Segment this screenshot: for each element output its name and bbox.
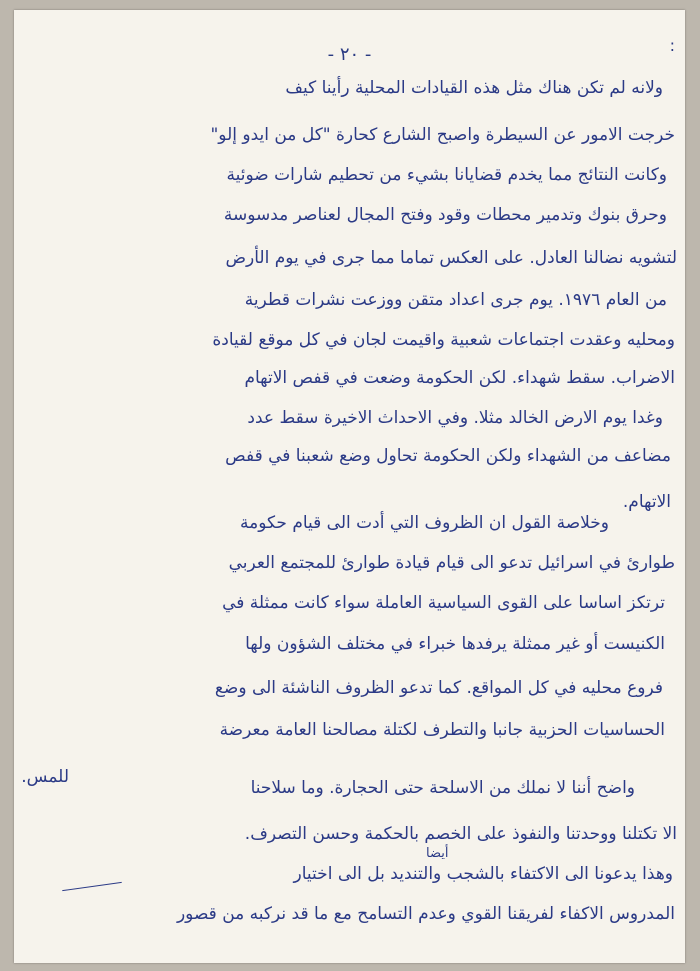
text-line-13: طوارئ في اسرائيل تدعو الى قيام قيادة طوارئ للمجتمع العربي [228,553,675,573]
text-line-3: وكانت النتائج مما يخدم قضايانا بشيء من تحطيم شارات ضوئية [226,165,667,185]
text-line-10: مضاعف من الشهداء ولكن الحكومة تحاول وضع شعبنا في قفص [225,446,671,466]
text-line-11: الاتهام. [622,492,671,512]
text-line-12: وخلاصة القول ان الظروف التي أدت الى قيام حكومة [240,513,609,533]
text-line-18: للمس. [21,767,69,787]
text-line-16: فروع محليه في كل المواقع. كما تدعو الظروف الناشئة الى وضع [214,678,663,698]
text-line-2: خرجت الامور عن السيطرة واصبح الشارع كحارة "كل من ايدو إلو" [210,125,675,145]
text-line-15: الكنيست أو غير ممثلة يرفدها خبراء في مختلف الشؤون ولها [245,634,665,654]
handwritten-text-body [14,10,685,963]
text-line-14: ترتكز اساسا على القوى السياسية العاملة سواء كانت ممثلة في [222,593,665,613]
corner-mark: : [669,36,675,55]
text-line-20: الا تكتلنا ووحدتنا والنفوذ على الخصم بالحكمة وحسن التصرف. [244,824,677,844]
text-line-9: وغدا يوم الارض الخالد مثلا. وفي الاحداث الاخيرة سقط عدد [247,408,663,428]
text-line-5: لتشويه نضالنا العادل. على العكس تماما مما جرى في يوم الأرض [225,248,677,268]
text-line-19: واضح أننا لا نملك من الاسلحة حتى الحجارة. وما سلاحنا [250,778,635,798]
text-line-7: ومحليه وعقدت اجتماعات شعبية واقيمت لجان في كل موقع لقيادة [212,330,675,350]
text-line-22: المدروس الاكفاء لفريقنا القوي وعدم التسامح مع ما قد نركبه من قصور [176,904,675,924]
text-line-8: الاضراب. سقط شهداء. لكن الحكومة وضعت في قفص الاتهام [244,368,675,388]
page-number: - ٢٠ - [327,44,372,65]
text-line-1: ولانه لم تكن هناك مثل هذه القيادات المحلية رأينا كيف [285,78,663,98]
text-line-4: وحرق بنوك وتدمير محطات وقود وفتح المجال لعناصر مدسوسة [223,205,667,225]
text-line-17: الحساسيات الحزبية جانبا والتطرف لكتلة مصالحنا العامة معرضة [219,720,665,740]
handwritten-page [14,10,685,963]
text-line-21: وهذا يدعونا الى الاكتفاء بالشجب والتنديد بل الى اختيار [293,864,673,884]
text-line-6: من العام ١٩٧٦. يوم جرى اعداد متقن ووزعت نشرات قطرية [244,290,667,310]
interlinear-note: أيضا [426,846,449,861]
